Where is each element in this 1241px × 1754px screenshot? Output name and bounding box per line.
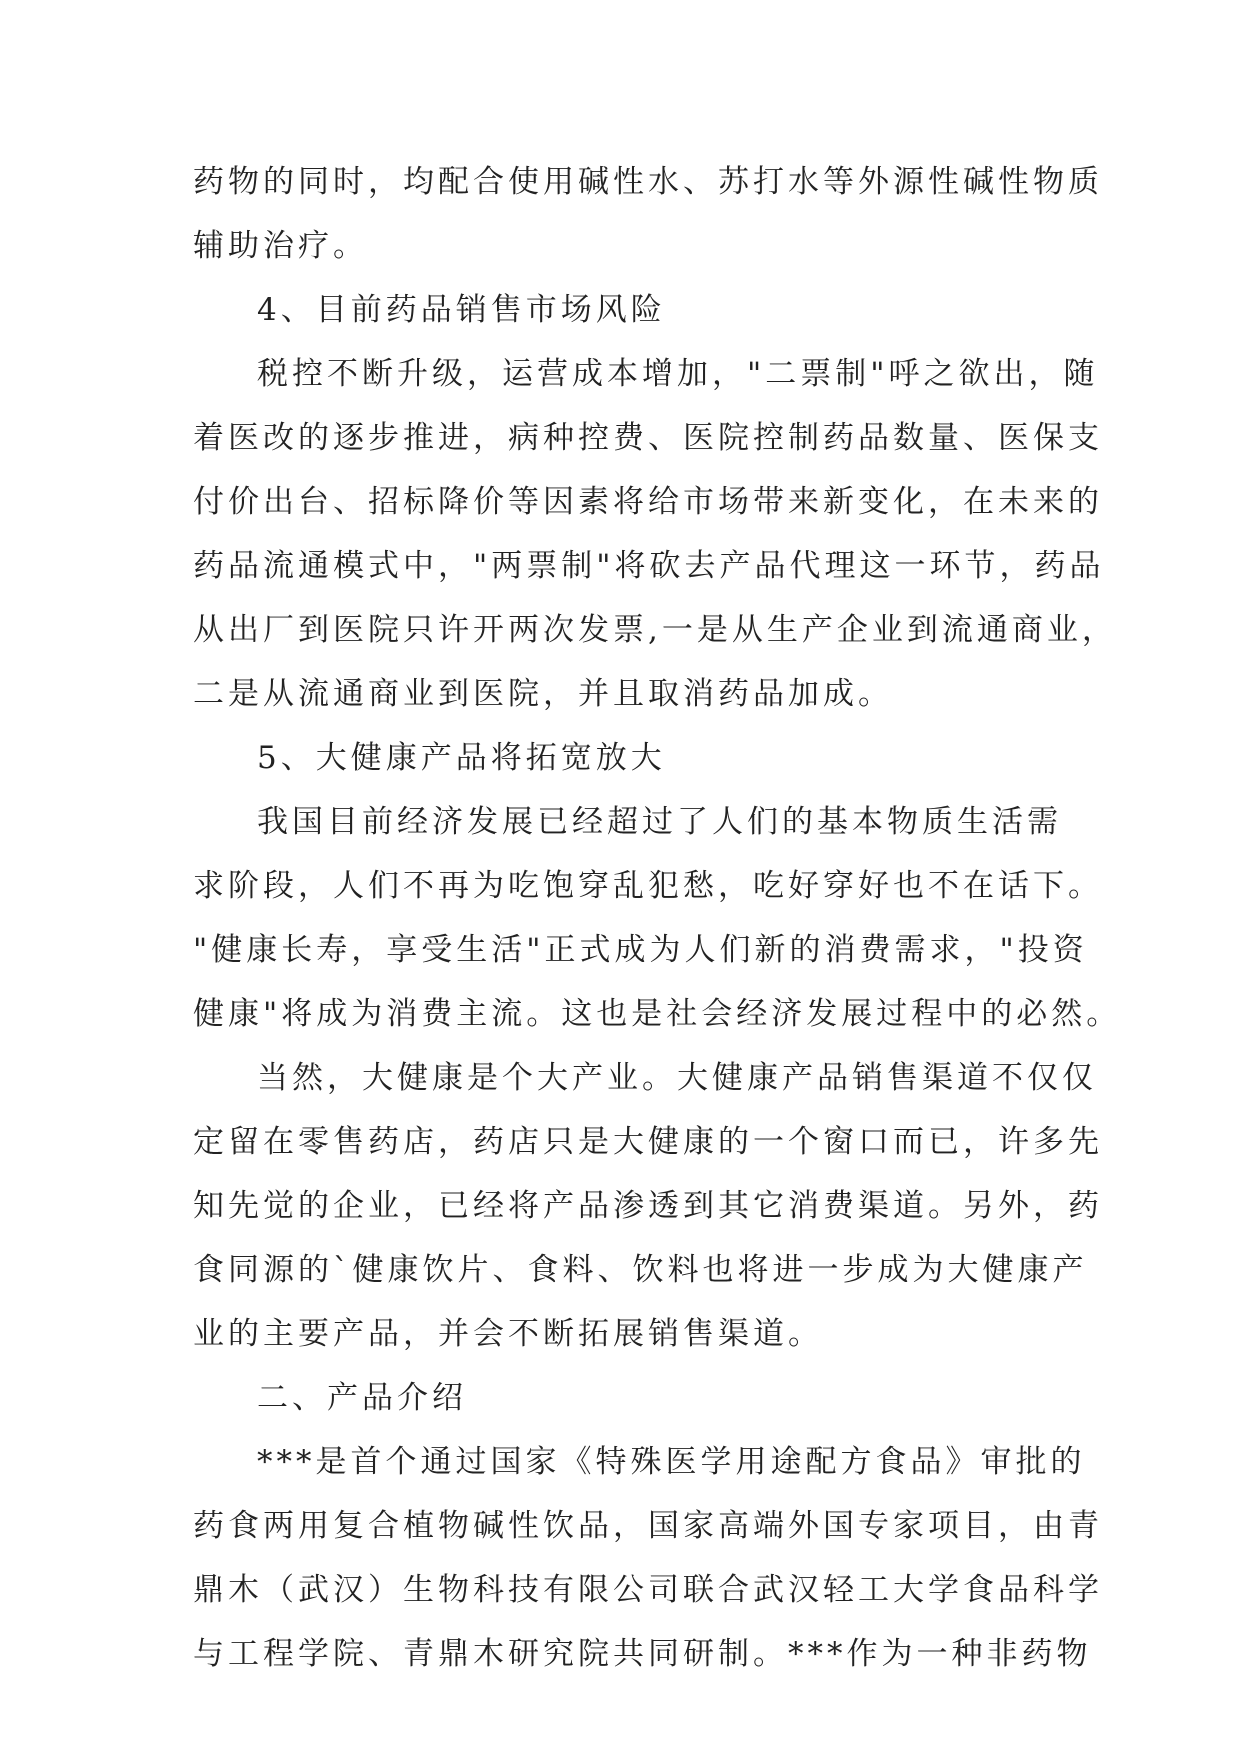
text-line: 辅助治疗。 [193, 228, 368, 264]
text-line: 食同源的`健康饮片、食料、饮料也将进一步成为大健康产 [193, 1252, 1088, 1288]
text-line: 我国目前经济发展已经超过了人们的基本物质生活需 [257, 804, 1062, 840]
section-heading-big-health: 5、大健康产品将拓宽放大 [257, 740, 666, 776]
text-line: 付价出台、招标降价等因素将给市场带来新变化，在未来的 [193, 484, 1103, 520]
text-line: 知先觉的企业，已经将产品渗透到其它消费渠道。另外，药 [193, 1188, 1103, 1224]
text-line: 定留在零售药店，药店只是大健康的一个窗口而已，许多先 [193, 1124, 1103, 1160]
text-line: 二是从流通商业到医院，并且取消药品加成。 [193, 676, 893, 712]
text-line: 当然，大健康是个大产业。大健康产品销售渠道不仅仅 [257, 1060, 1097, 1096]
text-line: 与工程学院、青鼎木研究院共同研制。***作为一种非药物 [193, 1636, 1092, 1672]
text-line: "健康长寿，享受生活"正式成为人们新的消费需求，"投资 [193, 932, 1088, 968]
text-line: 药品流通模式中，"两票制"将砍去产品代理这一环节，药品 [193, 548, 1105, 584]
text-line: ***是首个通过国家《特殊医学用途配方食品》审批的 [257, 1444, 1086, 1480]
text-line: 求阶段，人们不再为吃饱穿乱犯愁，吃好穿好也不在话下。 [193, 868, 1103, 904]
document-body [193, 150, 1122, 1686]
section-heading-product-intro: 二、产品介绍 [257, 1380, 467, 1416]
text-line: 药食两用复合植物碱性饮品，国家高端外国专家项目，由青 [193, 1508, 1103, 1544]
section-heading-market-risk: 4、目前药品销售市场风险 [257, 292, 666, 328]
text-line: 从出厂到医院只许开两次发票,一是从生产企业到流通商业， [193, 612, 1117, 648]
text-line: 鼎木（武汉）生物科技有限公司联合武汉轻工大学食品科学 [193, 1572, 1103, 1608]
text-line: 药物的同时，均配合使用碱性水、苏打水等外源性碱性物质 [193, 164, 1103, 200]
text-line: 健康"将成为消费主流。这也是社会经济发展过程中的必然。 [193, 996, 1122, 1032]
text-line: 着医改的逐步推进，病种控费、医院控制药品数量、医保支 [193, 420, 1103, 456]
text-line: 税控不断升级，运营成本增加，"二票制"呼之欲出，随 [257, 356, 1099, 392]
text-line: 业的主要产品，并会不断拓展销售渠道。 [193, 1316, 823, 1352]
